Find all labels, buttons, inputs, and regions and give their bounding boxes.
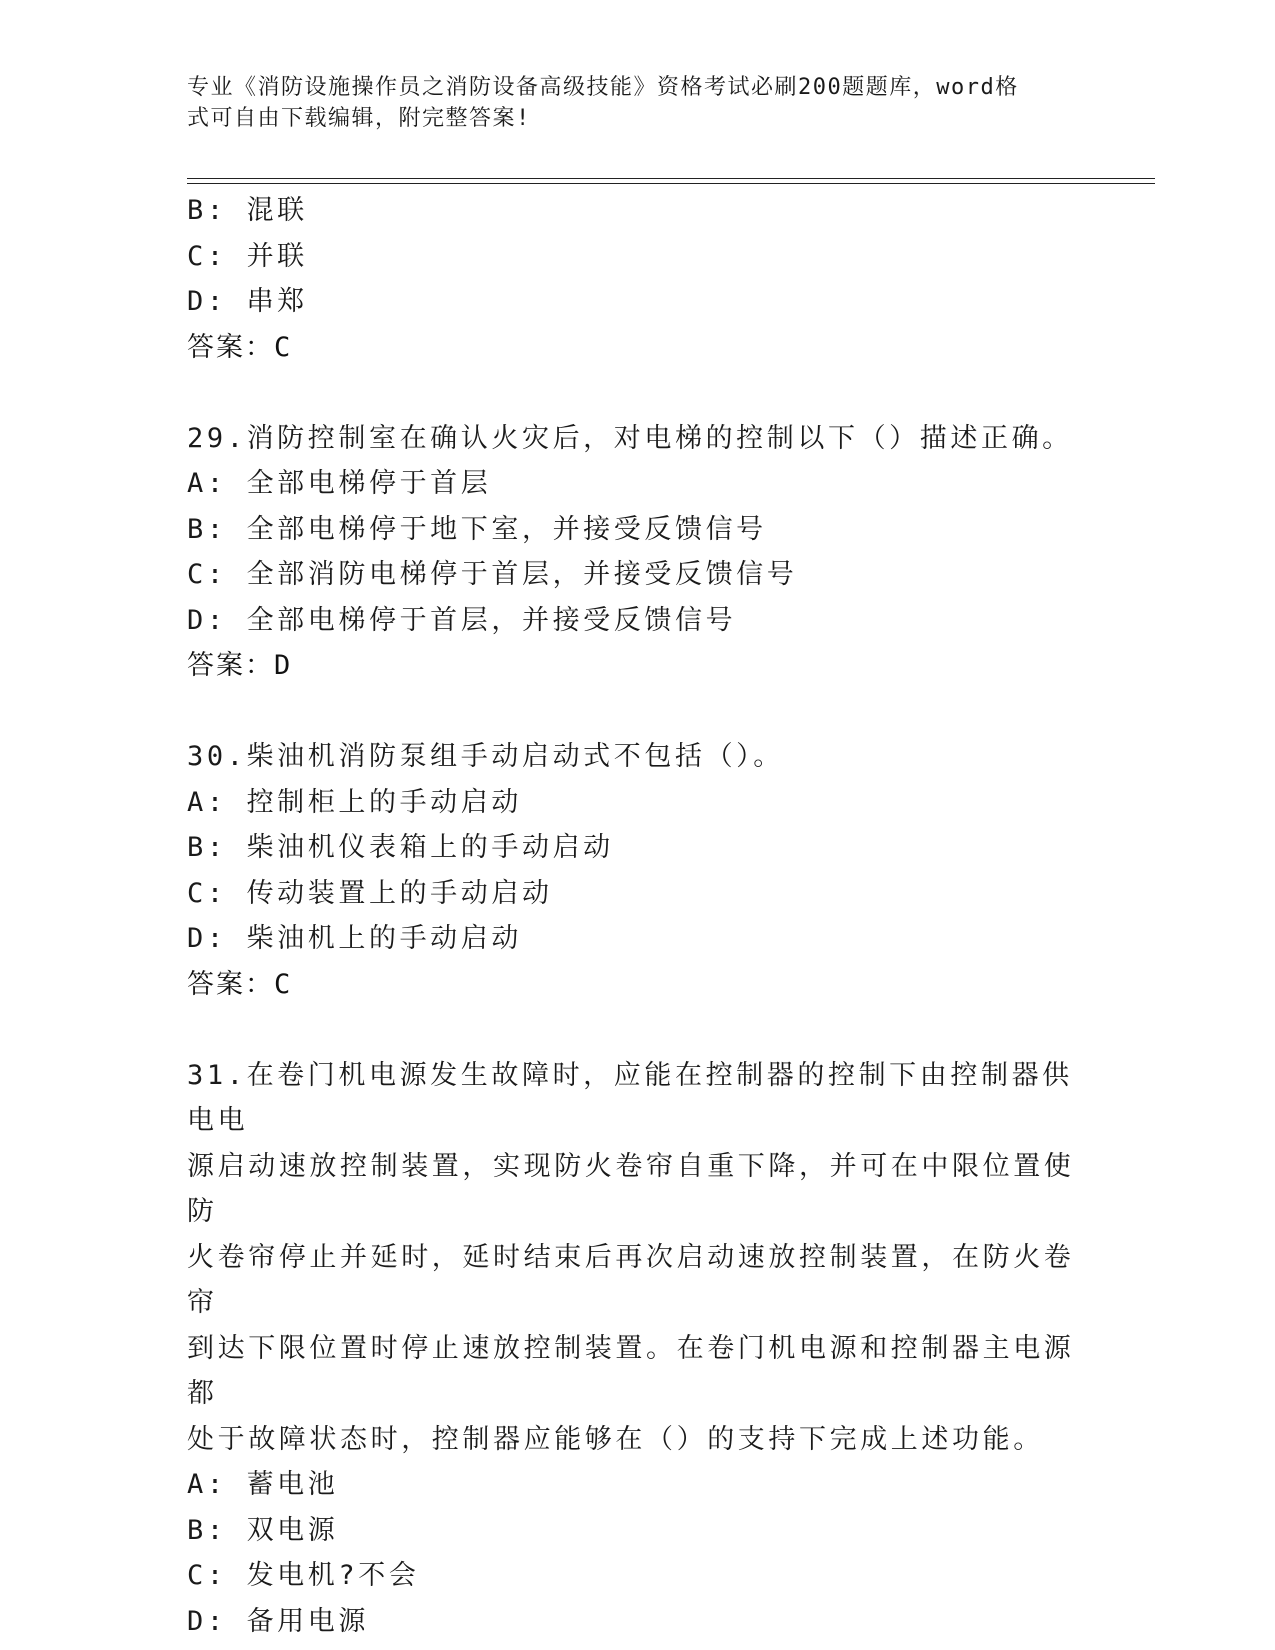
spacer	[187, 1007, 1087, 1053]
answer-prefix: 答案：	[187, 331, 274, 363]
answer-value: D	[274, 650, 293, 681]
question-text	[187, 416, 1087, 462]
option-c: C: 并联	[187, 240, 308, 272]
question-text-line: 到达下限位置时停止速放控制装置。在卷门机电源和控制器主电源都	[187, 1332, 1075, 1409]
question-text-line: 29.消防控制室在确认火灾后，对电梯的控制以下（）描述正确。	[187, 422, 1073, 454]
document-header	[187, 72, 1067, 134]
question-31	[187, 1053, 1087, 1645]
question-28-continued	[187, 188, 1087, 370]
option-a: A: 控制柜上的手动启动	[187, 786, 522, 818]
question-text-line: 源启动速放控制装置，实现防火卷帘自重下降，并可在中限位置使防	[187, 1150, 1075, 1227]
option-c: C: 全部消防电梯停于首层，并接受反馈信号	[187, 559, 798, 590]
question-list	[187, 188, 1087, 1644]
option-b: B: 柴油机仪表箱上的手动启动	[187, 832, 614, 863]
answer-line	[187, 325, 1087, 371]
answer-prefix: 答案：	[187, 968, 274, 1000]
option-b: B: 混联	[187, 195, 308, 226]
question-30	[187, 734, 1087, 1007]
answer-line	[187, 962, 1087, 1008]
spacer	[187, 370, 1087, 416]
question-text	[187, 1053, 1087, 1463]
option-a: A: 蓄电池	[187, 1469, 339, 1500]
question-text-line: 30.柴油机消防泵组手动启动式不包括（）。	[187, 741, 784, 772]
question-text-line: 火卷帘停止并延时，延时结束后再次启动速放控制装置，在防火卷帘	[187, 1241, 1075, 1318]
option-d: D: 串郑	[187, 286, 308, 317]
option-d: D: 柴油机上的手动启动	[187, 923, 522, 954]
option-d: D: 全部电梯停于首层，并接受反馈信号	[187, 604, 737, 636]
option-c: C: 传动装置上的手动启动	[187, 877, 553, 909]
spacer	[187, 689, 1087, 735]
option-a: A: 全部电梯停于首层	[187, 468, 492, 499]
header-divider-bottom	[187, 183, 1155, 184]
question-29	[187, 416, 1087, 689]
question-text-line: 31.在卷门机电源发生故障时，应能在控制器的控制下由控制器供电电	[187, 1059, 1073, 1136]
header-line-2: 式可自由下载编辑，附完整答案!	[187, 106, 531, 131]
answer-value: C	[274, 968, 293, 1000]
answer-prefix: 答案：	[187, 650, 274, 681]
option-b: B: 双电源	[187, 1514, 339, 1546]
option-d: D: 备用电源	[187, 1605, 369, 1637]
header-divider-top	[187, 178, 1155, 179]
question-text	[187, 734, 1087, 780]
option-c: C: 发电机?不会	[187, 1560, 420, 1591]
answer-value: C	[274, 331, 293, 363]
header-line-1: 专业《消防设施操作员之消防设备高级技能》资格考试必刷200题题库，word格	[187, 75, 1019, 100]
question-text-line: 处于故障状态时，控制器应能够在（）的支持下完成上述功能。	[187, 1423, 1044, 1455]
answer-line	[187, 643, 1087, 689]
option-b: B: 全部电梯停于地下室，并接受反馈信号	[187, 513, 767, 545]
